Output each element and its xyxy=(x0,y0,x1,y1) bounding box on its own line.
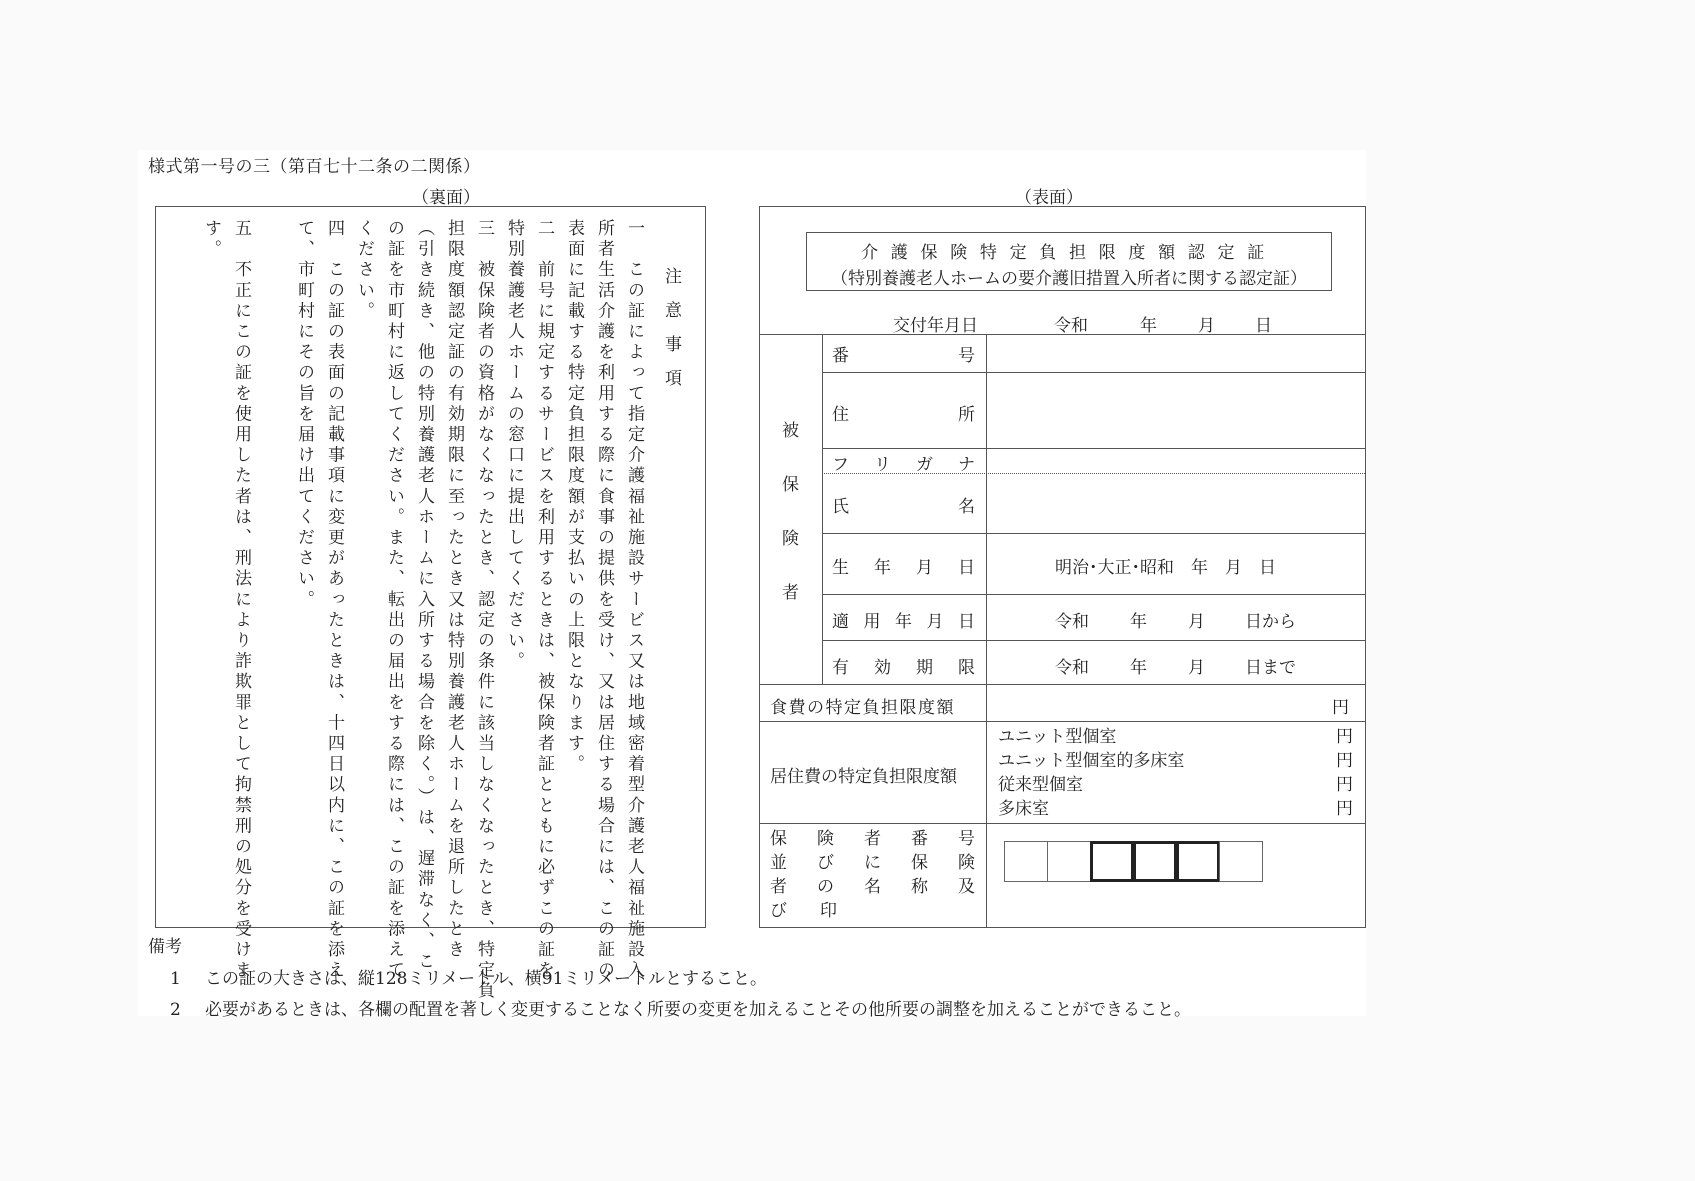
issue-date-label: 交付年月日 xyxy=(893,316,978,336)
issue-date-day[interactable]: 日 xyxy=(1255,316,1272,336)
birthdate-label: 生 年 月 日 xyxy=(832,558,975,578)
valid-until-year[interactable]: 年 xyxy=(1130,658,1147,678)
number-field[interactable] xyxy=(990,377,1360,443)
divider xyxy=(822,640,1365,641)
insurer-number-box[interactable] xyxy=(1047,841,1091,882)
food-limit-label: 食費の特定負担限度額 xyxy=(770,698,955,718)
insured-label-char: 者 xyxy=(782,583,799,603)
insurer-number-box[interactable] xyxy=(1133,841,1177,882)
remark-item: 2 必要があるときは、各欄の配置を著しく変更することなく所要の変更を加えることその他所要の調整を加えることができること。 xyxy=(170,1000,1191,1020)
residence-item[interactable]: 従来型個室 円 xyxy=(998,775,1353,795)
applied-date-era: 令和 xyxy=(1055,612,1089,632)
address-label: 住 所 xyxy=(832,405,975,425)
note-column: 二 前号に規定するサービスを利用するときは、被保険者証とともに必ずこの証を xyxy=(534,219,554,982)
certificate-subtitle: （特別養護老人ホームの要介護旧措置入所者に関する認定証） xyxy=(831,269,1307,289)
divider xyxy=(822,372,1365,373)
residence-item[interactable]: ユニット型個室 円 xyxy=(998,727,1353,747)
note-column: ください。 xyxy=(354,219,374,322)
insurer-label: 保 険 者 番 号 並 び に 保 険 者 の 名 称 及 び 印 xyxy=(770,829,975,921)
birthdate-value[interactable]: 明治･大正･昭和 年 月 日 xyxy=(1055,558,1276,578)
note-column: 一 この証によって指定介護福祉施設サービス又は地域密着型介護老人福祉施設入 xyxy=(624,219,644,982)
note-column: 四 この証の表面の記載事項に変更があったときは、十四日以内に、この証を添え xyxy=(324,219,344,982)
furigana-label: フ リ ガ ナ xyxy=(832,455,975,475)
note-column: 表面に記載する特定負担限度額が支払いの上限となります。 xyxy=(564,219,584,776)
divider xyxy=(760,684,1365,685)
residence-item[interactable]: 多床室 円 xyxy=(998,799,1353,819)
note-column: す。 xyxy=(201,219,221,261)
divider xyxy=(822,334,823,684)
valid-until-month[interactable]: 月 xyxy=(1188,658,1205,678)
form-title: 様式第一号の三（第百七十二条の二関係） xyxy=(148,157,481,177)
insurer-number-box[interactable] xyxy=(1090,841,1134,882)
residence-limit-label: 居住費の特定負担限度額 xyxy=(770,767,957,787)
note-column: の証を市町村に返してください。また、転出の届出をする際には、この証を添えて xyxy=(384,219,404,982)
insurer-number-box[interactable] xyxy=(1219,841,1263,882)
valid-until-label: 有 効 期 限 xyxy=(832,658,975,678)
divider xyxy=(822,448,1365,449)
note-column: 五 不正にこの証を使用した者は、刑法により詐欺罪として拘禁刑の処分を受けま xyxy=(231,219,251,982)
applied-date-month[interactable]: 月 xyxy=(1188,612,1205,632)
note-column: 特別養護老人ホームの窓口に提出してください。 xyxy=(504,219,524,673)
remarks-heading: 備考 xyxy=(148,937,182,957)
insured-label-char: 保 xyxy=(782,475,799,495)
name-label: 氏 名 xyxy=(832,497,975,517)
issue-date-month[interactable]: 月 xyxy=(1198,316,1215,336)
insurer-number-box[interactable] xyxy=(1176,841,1220,882)
note-column: 担限度額認定証の有効期限に至ったとき又は特別養護老人ホームを退所したとき xyxy=(444,219,464,961)
divider xyxy=(760,721,1365,722)
note-column: 三 被保険者の資格がなくなったとき、認定の条件に該当しなくなったとき、特定負 xyxy=(474,219,494,1002)
certificate-title-box xyxy=(806,232,1332,291)
food-limit-unit[interactable]: 円 xyxy=(1332,698,1349,718)
applied-date-day[interactable]: 日から xyxy=(1245,612,1296,632)
note-column: 所者生活介護を利用する際に食事の提供を受け、又は居住する場合には、この証の xyxy=(594,219,614,982)
divider xyxy=(760,823,1365,824)
divider xyxy=(760,334,1365,335)
valid-until-day[interactable]: 日まで xyxy=(1245,658,1296,678)
residence-item[interactable]: ユニット型個室的多床室 円 xyxy=(998,751,1353,771)
applied-date-label: 適 用 年 月 日 xyxy=(832,612,975,632)
notes-heading: 注意事項 xyxy=(661,267,681,403)
valid-until-era: 令和 xyxy=(1055,658,1089,678)
insurer-number-box[interactable] xyxy=(1004,841,1048,882)
issue-date-era: 令和 xyxy=(1054,316,1088,336)
note-column: （引き続き、他の特別養護老人ホームに入所する場合を除く。）は、遅滞なく、こ xyxy=(414,219,434,973)
note-column: て、市町村にその旨を届け出てください。 xyxy=(294,219,314,611)
number-label: 番 号 xyxy=(832,346,975,366)
back-side-label: （裏面） xyxy=(412,188,480,208)
insured-label-char: 被 xyxy=(782,421,799,441)
insured-label-char: 険 xyxy=(782,529,799,549)
issue-date-year[interactable]: 年 xyxy=(1140,316,1157,336)
divider xyxy=(822,594,1365,595)
certificate-title: 介護保険特定負担限度額認定証 xyxy=(861,243,1277,263)
applied-date-year[interactable]: 年 xyxy=(1130,612,1147,632)
front-side-card xyxy=(759,206,1366,928)
divider xyxy=(986,334,987,927)
residence-limit-list xyxy=(998,725,1353,821)
front-side-label: （表面） xyxy=(1015,188,1083,208)
divider xyxy=(822,533,1365,534)
remark-item: 1 この証の大きさは、縦128ミリメートル、横91ミリメートルとすること。 xyxy=(170,969,768,989)
